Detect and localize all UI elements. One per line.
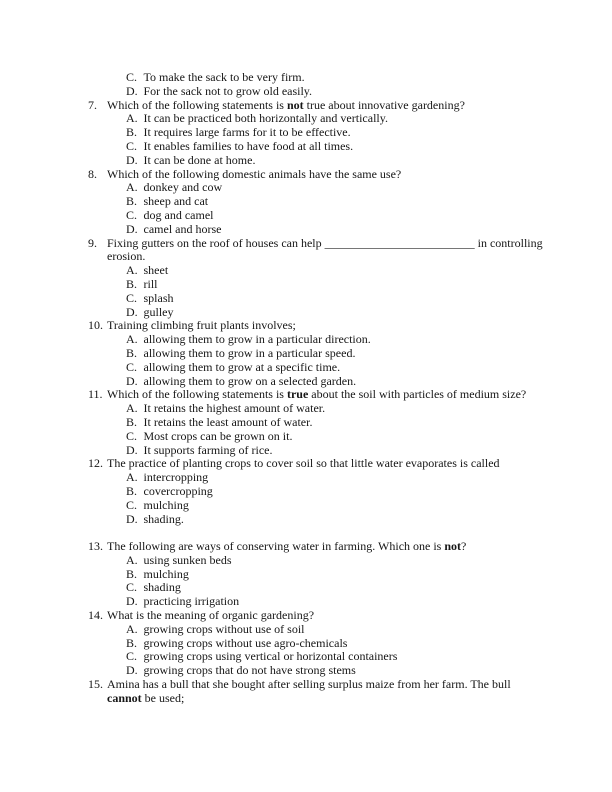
answer-option xyxy=(0,264,612,278)
answer-option xyxy=(0,375,612,389)
option-text: using sunken beds xyxy=(143,552,232,567)
option-letter: C. xyxy=(126,497,138,512)
option-text: To make the sack to be very firm. xyxy=(143,70,305,84)
question-text: Amina has a bull that she bought after selling surplus maize from her farm. The bull xyxy=(107,677,511,692)
answer-option xyxy=(0,85,612,99)
answer-option xyxy=(0,595,612,609)
option-letter: D. xyxy=(126,442,138,457)
option-letter: D. xyxy=(126,83,138,98)
question-text: Fixing gutters on the roof of houses can help _________________________ in controlling xyxy=(107,235,543,250)
option-letter: B. xyxy=(126,345,138,360)
option-text: It can be done at home. xyxy=(143,152,256,167)
question-line xyxy=(0,540,612,554)
question-text: Which of the following statements is xyxy=(107,97,287,112)
question-text: Which of the following domestic animals have the same use? xyxy=(107,166,402,181)
answer-option xyxy=(0,444,612,458)
option-letter: C. xyxy=(126,138,138,153)
option-letter: D. xyxy=(126,304,138,319)
answer-option xyxy=(0,209,612,223)
question-line xyxy=(0,319,612,333)
answer-option xyxy=(0,347,612,361)
option-letter: C. xyxy=(126,580,138,595)
question-text: about the soil with particles of medium size? xyxy=(308,387,527,402)
option-text: It requires large farms for it to be effective. xyxy=(143,125,351,140)
option-text: sheet xyxy=(143,263,169,278)
question-number: 15. xyxy=(88,677,103,692)
option-letter: A. xyxy=(126,621,138,636)
answer-option xyxy=(0,568,612,582)
option-text: growing crops without use of soil xyxy=(143,621,305,636)
option-letter: C. xyxy=(126,290,138,305)
answer-option xyxy=(0,471,612,485)
option-letter: D. xyxy=(126,594,138,609)
option-text: It supports farming of rice. xyxy=(143,442,273,457)
answer-option xyxy=(0,499,612,513)
question-text: true about innovative gardening? xyxy=(303,97,465,112)
answer-option xyxy=(0,223,612,237)
question-text: ? xyxy=(461,539,467,554)
answer-option xyxy=(0,623,612,637)
option-letter: D. xyxy=(126,373,138,388)
question-number: 11. xyxy=(88,387,103,402)
option-letter: A. xyxy=(126,401,138,416)
option-letter: D. xyxy=(126,152,138,167)
question-number: 8. xyxy=(88,166,97,181)
question-text: be used; xyxy=(141,690,185,705)
option-text: sheep and cat xyxy=(143,194,209,209)
option-text: donkey and cow xyxy=(143,180,223,195)
option-text: growing crops that do not have strong stems xyxy=(143,663,356,678)
question-line xyxy=(0,678,612,692)
question-text: cannot xyxy=(107,690,142,705)
answer-option xyxy=(0,513,612,527)
continuation-line xyxy=(0,250,612,264)
question-text: What is the meaning of organic gardening? xyxy=(107,608,315,623)
option-text: mulching xyxy=(143,566,189,581)
question-text: true xyxy=(286,387,309,402)
option-letter: A. xyxy=(126,332,138,347)
option-letter: C. xyxy=(126,70,138,84)
option-letter: C. xyxy=(126,207,138,222)
answer-option xyxy=(0,650,612,664)
question-text: not xyxy=(286,97,304,112)
question-text: not xyxy=(444,539,462,554)
question-number: 10. xyxy=(88,318,103,333)
option-text: It enables families to have food at all times. xyxy=(143,138,354,153)
question-list xyxy=(0,71,612,706)
option-letter: D. xyxy=(126,511,138,526)
question-number: 9. xyxy=(88,235,97,250)
answer-option xyxy=(0,402,612,416)
option-text: growing crops using vertical or horizontal containers xyxy=(143,649,398,664)
question-line xyxy=(0,388,612,402)
option-text: covercropping xyxy=(143,483,213,498)
answer-option xyxy=(0,154,612,168)
option-text: allowing them to grow in a particular speed. xyxy=(143,345,356,360)
blank-line xyxy=(0,526,612,540)
question-number: 14. xyxy=(88,608,103,623)
answer-option xyxy=(0,333,612,347)
option-text: shading. xyxy=(143,511,184,526)
option-letter: B. xyxy=(126,194,138,209)
answer-option xyxy=(0,71,612,85)
option-text: For the sack not to grow old easily. xyxy=(143,83,313,98)
option-text: splash xyxy=(143,290,174,305)
question-number: 13. xyxy=(88,539,103,554)
option-text: mulching xyxy=(143,497,189,512)
answer-option xyxy=(0,430,612,444)
question-line xyxy=(0,99,612,113)
option-text: allowing them to grow in a particular direction. xyxy=(143,332,371,347)
answer-option xyxy=(0,664,612,678)
option-letter: D. xyxy=(126,221,138,236)
answer-option xyxy=(0,181,612,195)
answer-option xyxy=(0,195,612,209)
question-number: 12. xyxy=(88,456,103,471)
option-letter: A. xyxy=(126,552,138,567)
question-text: Training climbing fruit plants involves; xyxy=(107,318,296,333)
answer-option xyxy=(0,485,612,499)
option-text: shading xyxy=(143,580,181,595)
answer-option xyxy=(0,637,612,651)
option-letter: B. xyxy=(126,125,138,140)
option-letter: B. xyxy=(126,414,138,429)
answer-option xyxy=(0,126,612,140)
option-text: It can be practiced both horizontally and vertically. xyxy=(143,111,388,126)
option-letter: A. xyxy=(126,180,138,195)
option-letter: B. xyxy=(126,635,138,650)
option-letter: C. xyxy=(126,359,138,374)
answer-option xyxy=(0,554,612,568)
option-text: camel and horse xyxy=(143,221,222,236)
option-letter: B. xyxy=(126,276,138,291)
option-letter: A. xyxy=(126,263,138,278)
option-text: gulley xyxy=(143,304,174,319)
option-text: It retains the highest amount of water. xyxy=(143,401,326,416)
question-number: 7. xyxy=(88,97,97,112)
option-text: allowing them to grow at a specific time. xyxy=(143,359,341,374)
question-line xyxy=(0,168,612,182)
answer-option xyxy=(0,581,612,595)
answer-option xyxy=(0,361,612,375)
option-text: practicing irrigation xyxy=(143,594,240,609)
option-letter: D. xyxy=(126,663,138,678)
answer-option xyxy=(0,416,612,430)
option-text: dog and camel xyxy=(143,207,214,222)
option-text: It retains the least amount of water. xyxy=(143,414,313,429)
option-letter: B. xyxy=(126,483,138,498)
option-text: growing crops without use agro-chemicals xyxy=(143,635,348,650)
option-letter: C. xyxy=(126,649,138,664)
question-text: The following are ways of conserving water in farming. Which one is xyxy=(107,539,445,554)
answer-option xyxy=(0,292,612,306)
question-text: erosion. xyxy=(107,249,146,264)
option-letter: C. xyxy=(126,428,138,443)
option-letter: A. xyxy=(126,470,138,485)
answer-option xyxy=(0,112,612,126)
option-text: allowing them to grow on a selected garden. xyxy=(143,373,357,388)
option-letter: A. xyxy=(126,111,138,126)
option-text: rill xyxy=(143,276,158,291)
question-text: The practice of planting crops to cover soil so that little water evaporates is called xyxy=(107,456,500,471)
question-line xyxy=(0,609,612,623)
option-text: Most crops can be grown on it. xyxy=(143,428,293,443)
option-text: intercropping xyxy=(143,470,209,485)
question-text: Which of the following statements is xyxy=(107,387,287,402)
answer-option xyxy=(0,140,612,154)
question-line xyxy=(0,457,612,471)
option-letter: B. xyxy=(126,566,138,581)
continuation-line xyxy=(0,692,612,706)
answer-option xyxy=(0,306,612,320)
answer-option xyxy=(0,278,612,292)
question-line xyxy=(0,237,612,251)
